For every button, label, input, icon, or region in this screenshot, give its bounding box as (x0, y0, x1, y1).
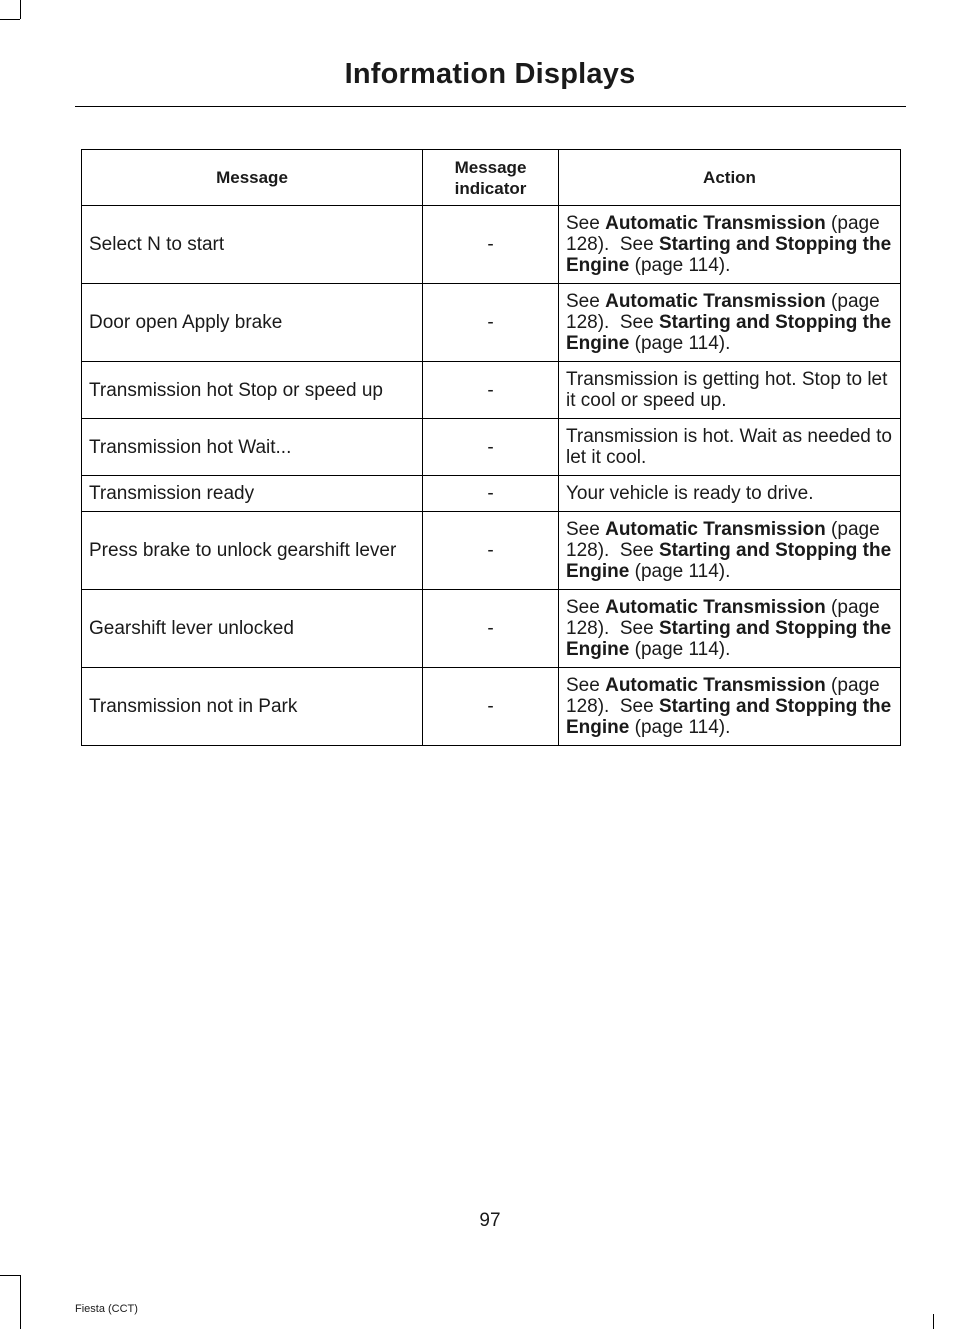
column-header-indicator: Message indicator (423, 150, 559, 206)
cross-reference: Starting and Stopping the Engine (566, 696, 892, 738)
message-cell: Transmission hot Stop or speed up (82, 362, 423, 419)
indicator-cell: - (423, 590, 559, 668)
table-row (82, 590, 901, 668)
cross-reference: Automatic Transmission (605, 291, 826, 312)
table-row (82, 512, 901, 590)
crop-mark-top-left-v (20, 0, 21, 19)
message-cell: Select N to start (82, 206, 423, 284)
table-row (82, 206, 901, 284)
message-cell: Press brake to unlock gearshift lever (82, 512, 423, 590)
page-number: 97 (479, 1210, 501, 1231)
cross-reference: Automatic Transmission (605, 597, 826, 618)
indicator-cell: - (423, 206, 559, 284)
crop-mark-bottom-left-v (20, 1275, 21, 1329)
table-row (82, 284, 901, 362)
message-cell: Door open Apply brake (82, 284, 423, 362)
action-cell: Transmission is hot. Wait as needed to let it cool. (559, 419, 901, 476)
indicator-cell: - (423, 476, 559, 512)
action-cell: See Automatic Transmission (page 128). See Starting and Stopping the Engine (page 114). (559, 206, 901, 284)
message-cell: Transmission ready (82, 476, 423, 512)
table-row (82, 476, 901, 512)
cross-reference: Starting and Stopping the Engine (566, 234, 892, 276)
indicator-cell: - (423, 284, 559, 362)
cross-reference: Starting and Stopping the Engine (566, 618, 892, 660)
cross-reference: Starting and Stopping the Engine (566, 540, 892, 582)
crop-mark-bottom-right-v1 (933, 1314, 934, 1329)
message-cell: Transmission not in Park (82, 668, 423, 746)
table-row (82, 362, 901, 419)
message-cell: Gearshift lever unlocked (82, 590, 423, 668)
table-row (82, 419, 901, 476)
table-row (82, 668, 901, 746)
indicator-cell: - (423, 419, 559, 476)
document-name: Fiesta (CCT) (75, 1303, 138, 1315)
action-cell: See Automatic Transmission (page 128). See Starting and Stopping the Engine (page 114). (559, 590, 901, 668)
action-cell: Transmission is getting hot. Stop to let it cool or speed up. (559, 362, 901, 419)
column-header-message: Message (82, 150, 423, 206)
indicator-cell: - (423, 668, 559, 746)
cross-reference: Starting and Stopping the Engine (566, 312, 892, 354)
action-cell: See Automatic Transmission (page 128). See Starting and Stopping the Engine (page 114). (559, 284, 901, 362)
crop-mark-top-left-h (0, 19, 20, 20)
cross-reference: Automatic Transmission (605, 675, 826, 696)
indicator-cell: - (423, 362, 559, 419)
cross-reference: Automatic Transmission (605, 213, 826, 234)
messages-table (81, 149, 901, 746)
table-header-row (82, 150, 901, 206)
cross-reference: Automatic Transmission (605, 519, 826, 540)
indicator-cell: - (423, 512, 559, 590)
column-header-action: Action (559, 150, 901, 206)
title-divider (75, 106, 906, 107)
action-cell: See Automatic Transmission (page 128). See Starting and Stopping the Engine (page 114). (559, 668, 901, 746)
message-cell: Transmission hot Wait... (82, 419, 423, 476)
crop-mark-bottom-left-h (0, 1275, 20, 1276)
action-cell: See Automatic Transmission (page 128). See Starting and Stopping the Engine (page 114). (559, 512, 901, 590)
page-title: Information Displays (344, 58, 636, 90)
action-cell: Your vehicle is ready to drive. (559, 476, 901, 512)
